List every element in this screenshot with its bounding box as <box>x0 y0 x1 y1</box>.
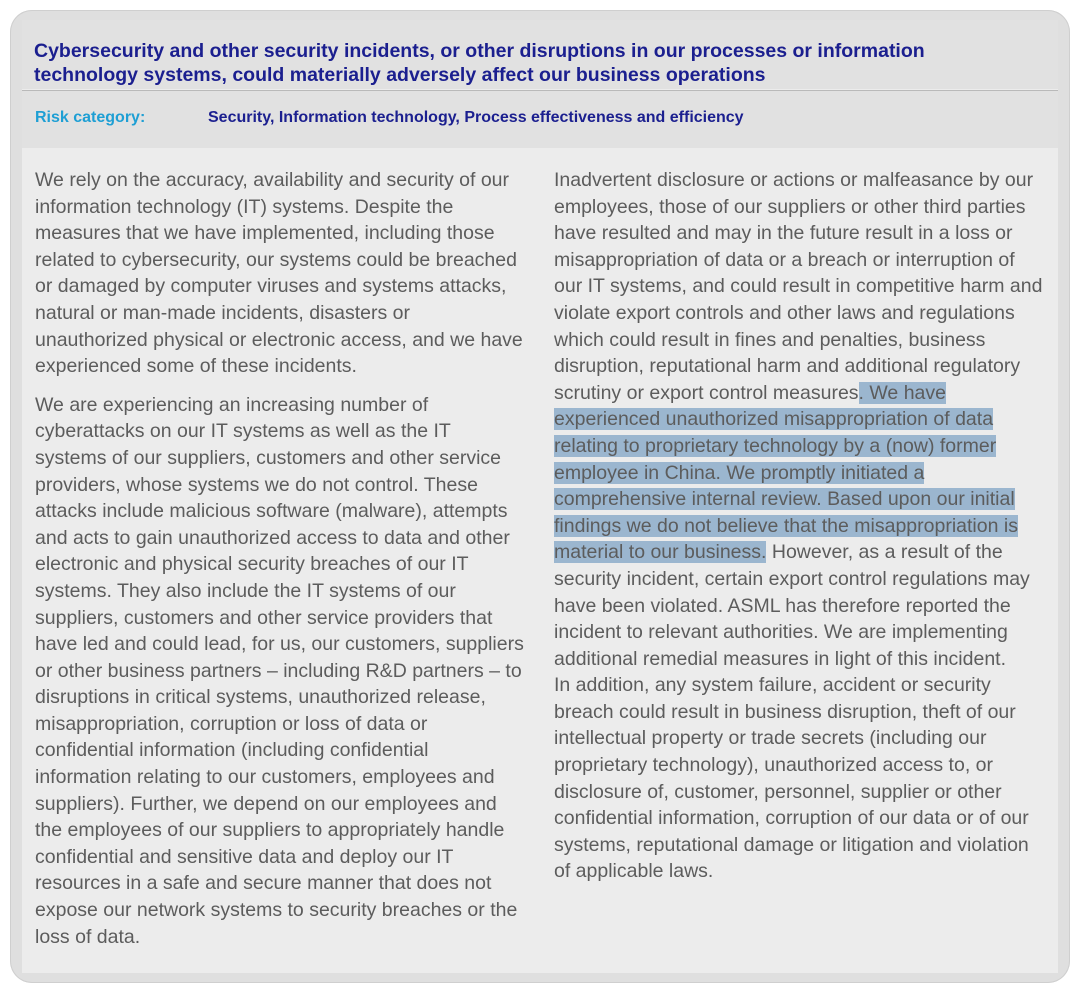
paragraph: We rely on the accuracy, availability and security of our information technology (IT) systems. Despite the measures that we have implemented, including those related to cybersecurity, our systems could be breached or damaged by computer viruses and systems attacks, natural or man-made incidents, disasters or unauthorized physical or electronic access, and we have experienced some of these incidents. <box>35 169 523 378</box>
highlighted-text: . We have experienced unauthorized misappropriation of data relating to proprietary technology by a (now) former employee in China. We promptly initiated a comprehensive internal review. Based upon our initial findings we do not believe that the misappropriation is material to our business. <box>554 381 1018 564</box>
risk-title: Cybersecurity and other security incidents, or other disruptions in our processes or information technology systems, could materially adversely affect our business operations <box>34 40 925 86</box>
risk-category-label: Risk category: <box>35 109 146 126</box>
risk-category-value: Security, Information technology, Process effectiveness and efficiency <box>208 109 744 126</box>
paragraph-text: Inadvertent disclosure or actions or malfeasance by our employees, those of our suppliers or other third parties have resulted and may in the future result in a loss or misappropriation of data or a breach or interruption of our IT systems, and could result in competitive harm and violate export controls and other laws and regulations which could result in fines and penalties, business disruption, reputational harm and additional regulatory scrutiny or export control measures <box>554 169 1043 404</box>
title-bar <box>22 20 1058 89</box>
right-column <box>554 167 1048 897</box>
risk-panel <box>22 20 1058 973</box>
paragraph-text: However, as a result of the security incident, certain export control regulations may have been violated. ASML has therefore reported the incident to relevant authorities. We are implementing additional remedial measures in light of this incident. <box>554 541 1030 670</box>
risk-category-bar <box>22 91 1058 148</box>
left-column <box>35 167 525 962</box>
paragraph <box>554 167 1048 672</box>
paragraph: We are experiencing an increasing number of cyberattacks on our IT systems as well as the IT systems of our suppliers, customers and other service providers, whose systems we do not control. These attacks include malicious software (malware), attempts and acts to gain unauthorized access to data and other electronic and physical security breaches of our IT systems. They also include the IT systems of our suppliers, customers and other service providers that have led and could lead, for us, our customers, suppliers or other business partners – including R&D partners – to disruptions in critical systems, unauthorized release, misappropriation, corruption or loss of data or confidential information (including confidential information relating to our customers, employees and suppliers). Further, we depend on our employees and the employees of our suppliers to appropriately handle confidential and sensitive data and deploy our IT resources in a safe and secure manner that does not expose our network systems to security breaches or the loss of data. <box>35 393 524 948</box>
paragraph: In addition, any system failure, accident or security breach could result in business disruption, theft of our intellectual property or trade secrets (including our proprietary technology), unauthorized access to, or disclosure of, customer, personnel, supplier or other confidential information, corruption of our data or of our systems, reputational damage or litigation and violation of applicable laws. <box>554 674 1029 883</box>
document-frame <box>10 10 1070 983</box>
